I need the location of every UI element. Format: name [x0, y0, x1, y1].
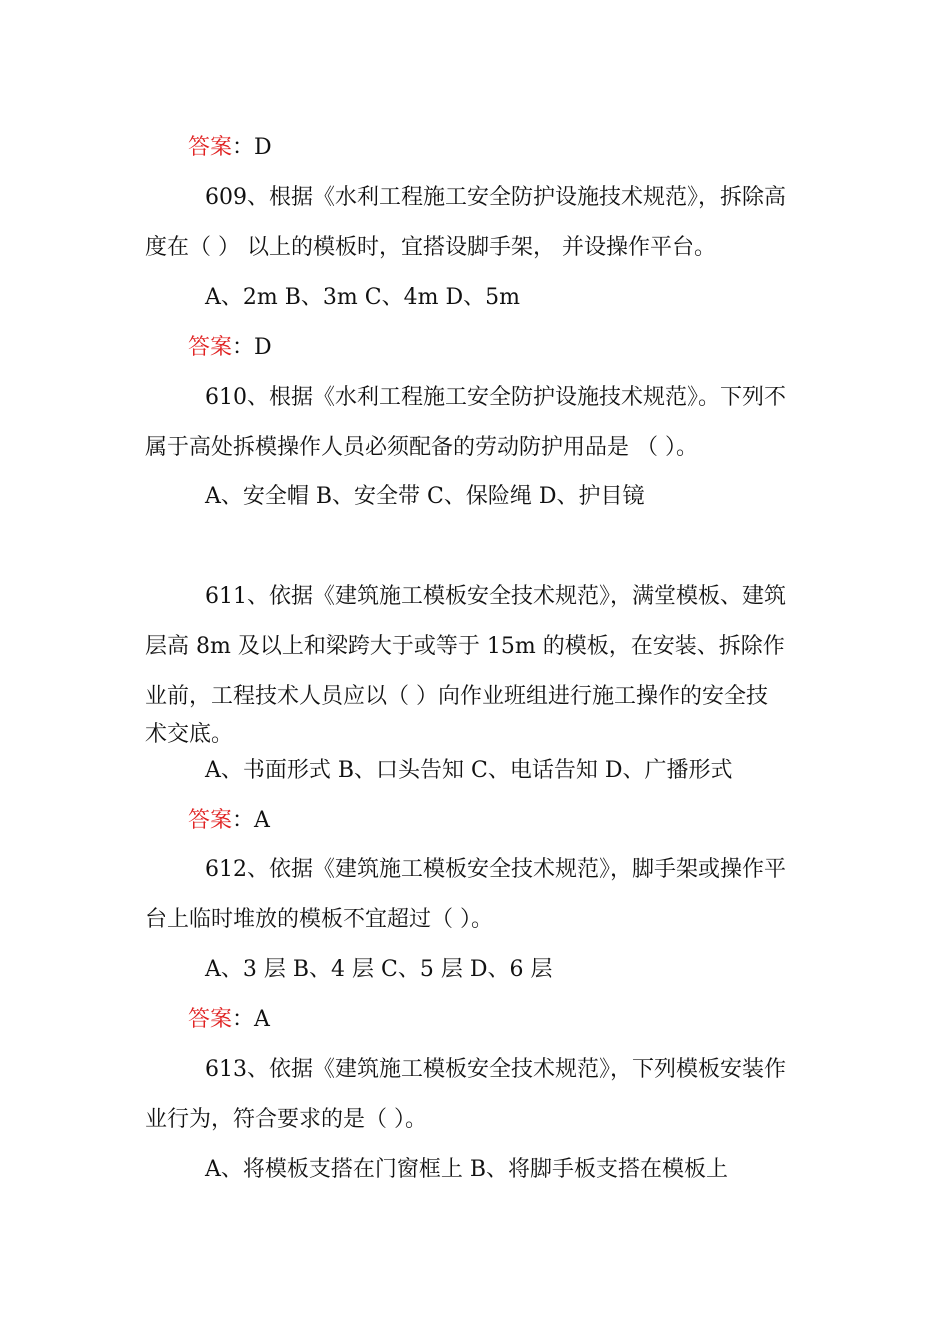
- answer-value: A: [254, 1007, 270, 1032]
- question-612-line-1: 612、依据《建筑施工模板安全技术规范》，脚手架或操作平: [205, 857, 786, 882]
- answer-label: 答案: [188, 1007, 233, 1032]
- answer-line: [188, 333, 272, 363]
- question-611-line-4: 术交底。: [145, 722, 234, 747]
- answer-line: [188, 1005, 270, 1035]
- question-613-line-2: 业行为，符合要求的是（ ）。: [145, 1107, 427, 1132]
- answer-value: A: [254, 808, 270, 833]
- question-609-line-1: 609、根据《水利工程施工安全防护设施技术规范》，拆除高: [205, 185, 786, 210]
- answer-separator: ：: [232, 335, 255, 360]
- answer-label: 答案: [188, 335, 233, 360]
- question-610-line-1: 610、根据《水利工程施工安全防护设施技术规范》。下列不: [205, 385, 786, 410]
- answer-separator: ：: [232, 808, 255, 833]
- answer-line: [188, 133, 272, 163]
- question-613-options: A、将模板支搭在门窗框上 B、将脚手板支搭在模板上: [205, 1157, 729, 1182]
- answer-line: [188, 806, 270, 836]
- question-611-line-3: 业前，工程技术人员应以（ ）向作业班组进行施工操作的安全技: [145, 684, 768, 709]
- question-609-line-2: 度在（ ） 以上的模板时，宜搭设脚手架， 并设操作平台。: [145, 235, 716, 260]
- question-610-options: A、安全帽 B、安全带 C、保险绳 D、护目镜: [205, 484, 645, 509]
- answer-label: 答案: [188, 135, 233, 160]
- question-609-options: A、2m B、3m C、4m D、5m: [205, 285, 520, 310]
- question-610-line-2: 属于高处拆模操作人员必须配备的劳动防护用品是 （ ）。: [145, 435, 698, 460]
- question-611-options: A、书面形式 B、口头告知 C、电话告知 D、广播形式: [205, 758, 733, 783]
- answer-value: D: [254, 335, 272, 360]
- answer-value: D: [254, 135, 272, 160]
- answer-separator: ：: [232, 135, 255, 160]
- question-613-line-1: 613、依据《建筑施工模板安全技术规范》，下列模板安装作: [205, 1057, 786, 1082]
- question-612-line-2: 台上临时堆放的模板不宜超过（ ）。: [145, 907, 493, 932]
- question-611-line-1: 611、依据《建筑施工模板安全技术规范》，满堂模板、建筑: [205, 584, 786, 609]
- question-612-options: A、3 层 B、4 层 C、5 层 D、6 层: [205, 957, 553, 982]
- answer-label: 答案: [188, 808, 233, 833]
- question-611-line-2: 层高 8m 及以上和梁跨大于或等于 15m 的模板，在安装、拆除作: [145, 634, 785, 659]
- answer-separator: ：: [232, 1007, 255, 1032]
